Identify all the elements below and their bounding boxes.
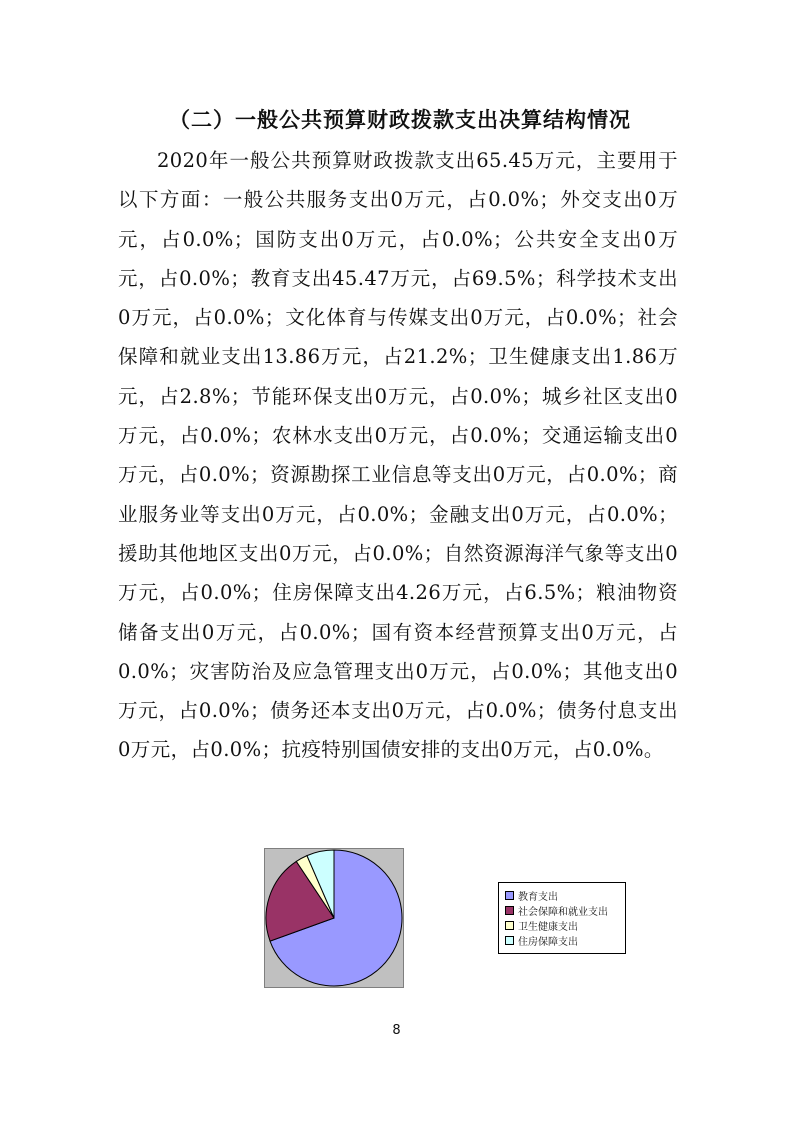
pie-chart-area (264, 848, 404, 988)
legend-swatch (505, 891, 514, 900)
legend-swatch (505, 906, 514, 915)
body-paragraph: 2020年一般公共预算财政拨款支出65.45万元，主要用于以下方面：一般公共服务支出0万元，占0.0%；外交支出0万元，占0.0%；国防支出0万元，占0.0%；公共安全支出0万元，占0.0%；教育支出45.47万元，占69.5%；科学技术支出0万元，占0.0%；文化体育与传媒支出0万元，占0.0%；社会保障和就业支出13.86万元，占21.2%；卫生健康支出1.86万元，占2.8%；节能环保支出0万元，占0.0%；城乡社区支出0万元，占0.0%；农林水支出0万元，占0.0%；交通运输支出0万元，占0.0%；资源勘探工业信息等支出0万元，占0.0%；商业服务业等支出0万元，占0.0%；金融支出0万元，占0.0%；援助其他地区支出0万元，占0.0%；自然资源海洋气象等支出0万元，占0.0%；住房保障支出4.26万元，占6.5%；粮油物资储备支出0万元，占0.0%；国有资本经营预算支出0万元，占0.0%；灾害防治及应急管理支出0万元，占0.0%；其他支出0万元，占0.0%；债务还本支出0万元，占0.0%；债务付息支出0万元，占0.0%；抗疫特别国债安排的支出0万元，占0.0%。 (118, 149, 678, 762)
legend-item-education (505, 888, 625, 903)
legend-item-social-security (505, 903, 625, 918)
section-heading: （二）一般公共预算财政拨款支出决算结构情况 (169, 108, 631, 132)
legend-label: 卫生健康支出 (518, 922, 578, 933)
pie-chart (265, 849, 403, 987)
legend-item-housing (505, 933, 625, 948)
legend-label: 社会保障和就业支出 (518, 907, 608, 918)
legend-item-health (505, 918, 625, 933)
legend-swatch (505, 921, 514, 930)
legend-label: 教育支出 (518, 892, 558, 903)
chart-legend (498, 882, 626, 954)
legend-swatch (505, 936, 514, 945)
page-number: 8 (392, 1023, 401, 1038)
legend-label: 住房保障支出 (518, 937, 578, 948)
